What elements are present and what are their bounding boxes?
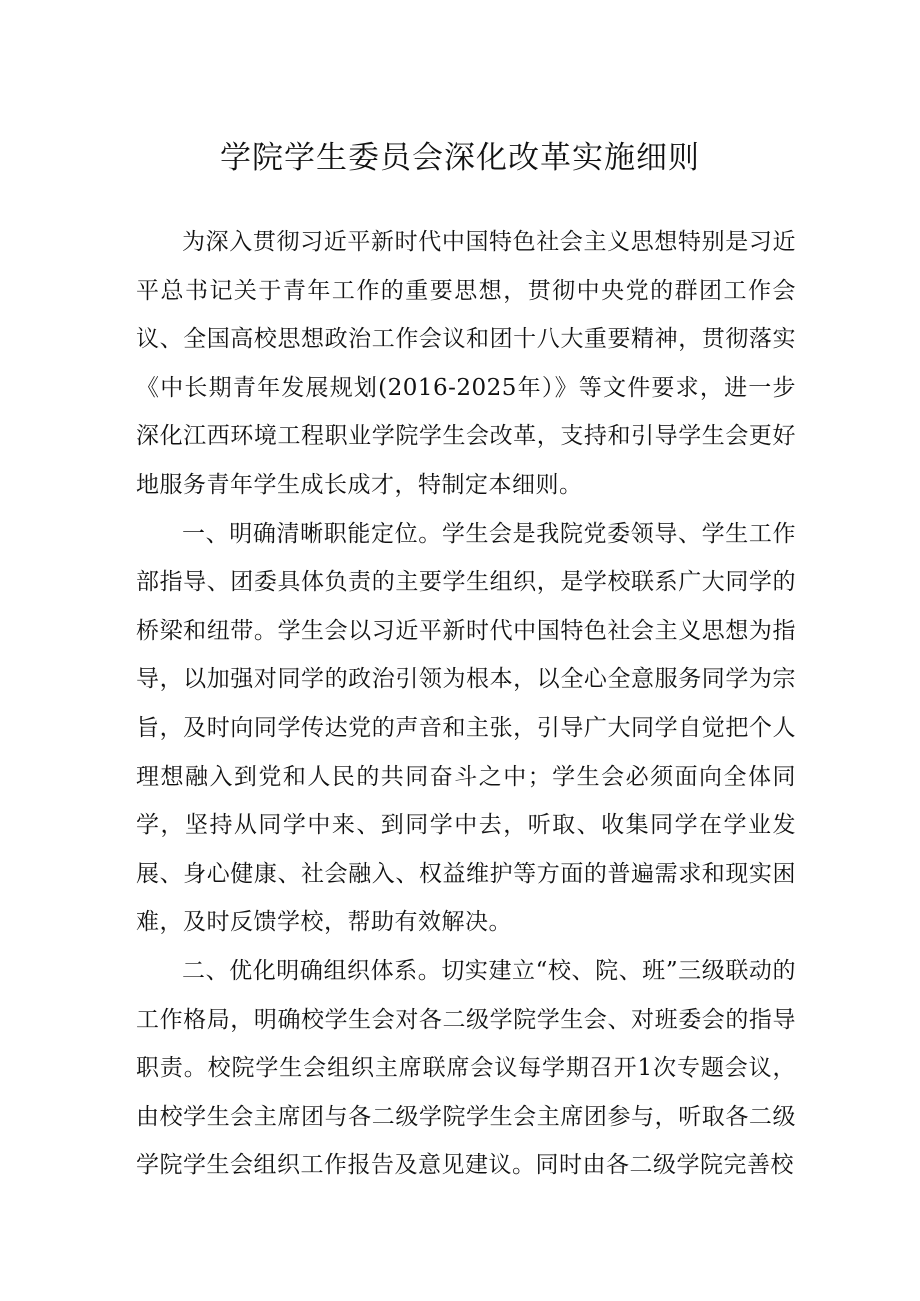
paragraph-section-2: 二、优化明确组织体系。切实建立“校、院、班”三级联动的工作格局，明确校学生会对各二级学院学生会、对班委会的指导职责。校院学生会组织主席联席会议每学期召开1次专题会议，由校学生会主席团与各二级学院学生会主席团参与，听取各二级学院学生会组织工作报告及意见建议。同时由各二级学院完善校 xyxy=(136,957,796,1179)
paragraph-intro: 为深入贯彻习近平新时代中国特色社会主义思想特别是习近平总书记关于青年工作的重要思想，贯彻中央党的群团工作会议、全国高校思想政治工作会议和团十八大重要精神，贯彻落实《中长期青年发展规划(2016-2025年）》等文件要求，进一步深化江西环境工程职业学院学生会改革，支持和引导学生会更好地服务青年学生成长成才，特制定本细则。 xyxy=(136,229,796,498)
document-body xyxy=(136,218,796,1190)
paragraph-section-1: 一、明确清晰职能定位。学生会是我院党委领导、学生工作部指导、团委具体负责的主要学生组织，是学校联系广大同学的桥梁和纽带。学生会以习近平新时代中国特色社会主义思想为指导，以加强对同学的政治引领为根本，以全心全意服务同学为宗旨，及时向同学传达党的声音和主张，引导广大同学自觉把个人理想融入到党和人民的共同奋斗之中；学生会必须面向全体同学，坚持从同学中来、到同学中去，听取、收集同学在学业发展、身心健康、社会融入、权益维护等方面的普遍需求和现实困难，及时反馈学校，帮助有效解决。 xyxy=(136,520,796,936)
document-title: 学院学生委员会深化改革实施细则 xyxy=(220,140,700,176)
